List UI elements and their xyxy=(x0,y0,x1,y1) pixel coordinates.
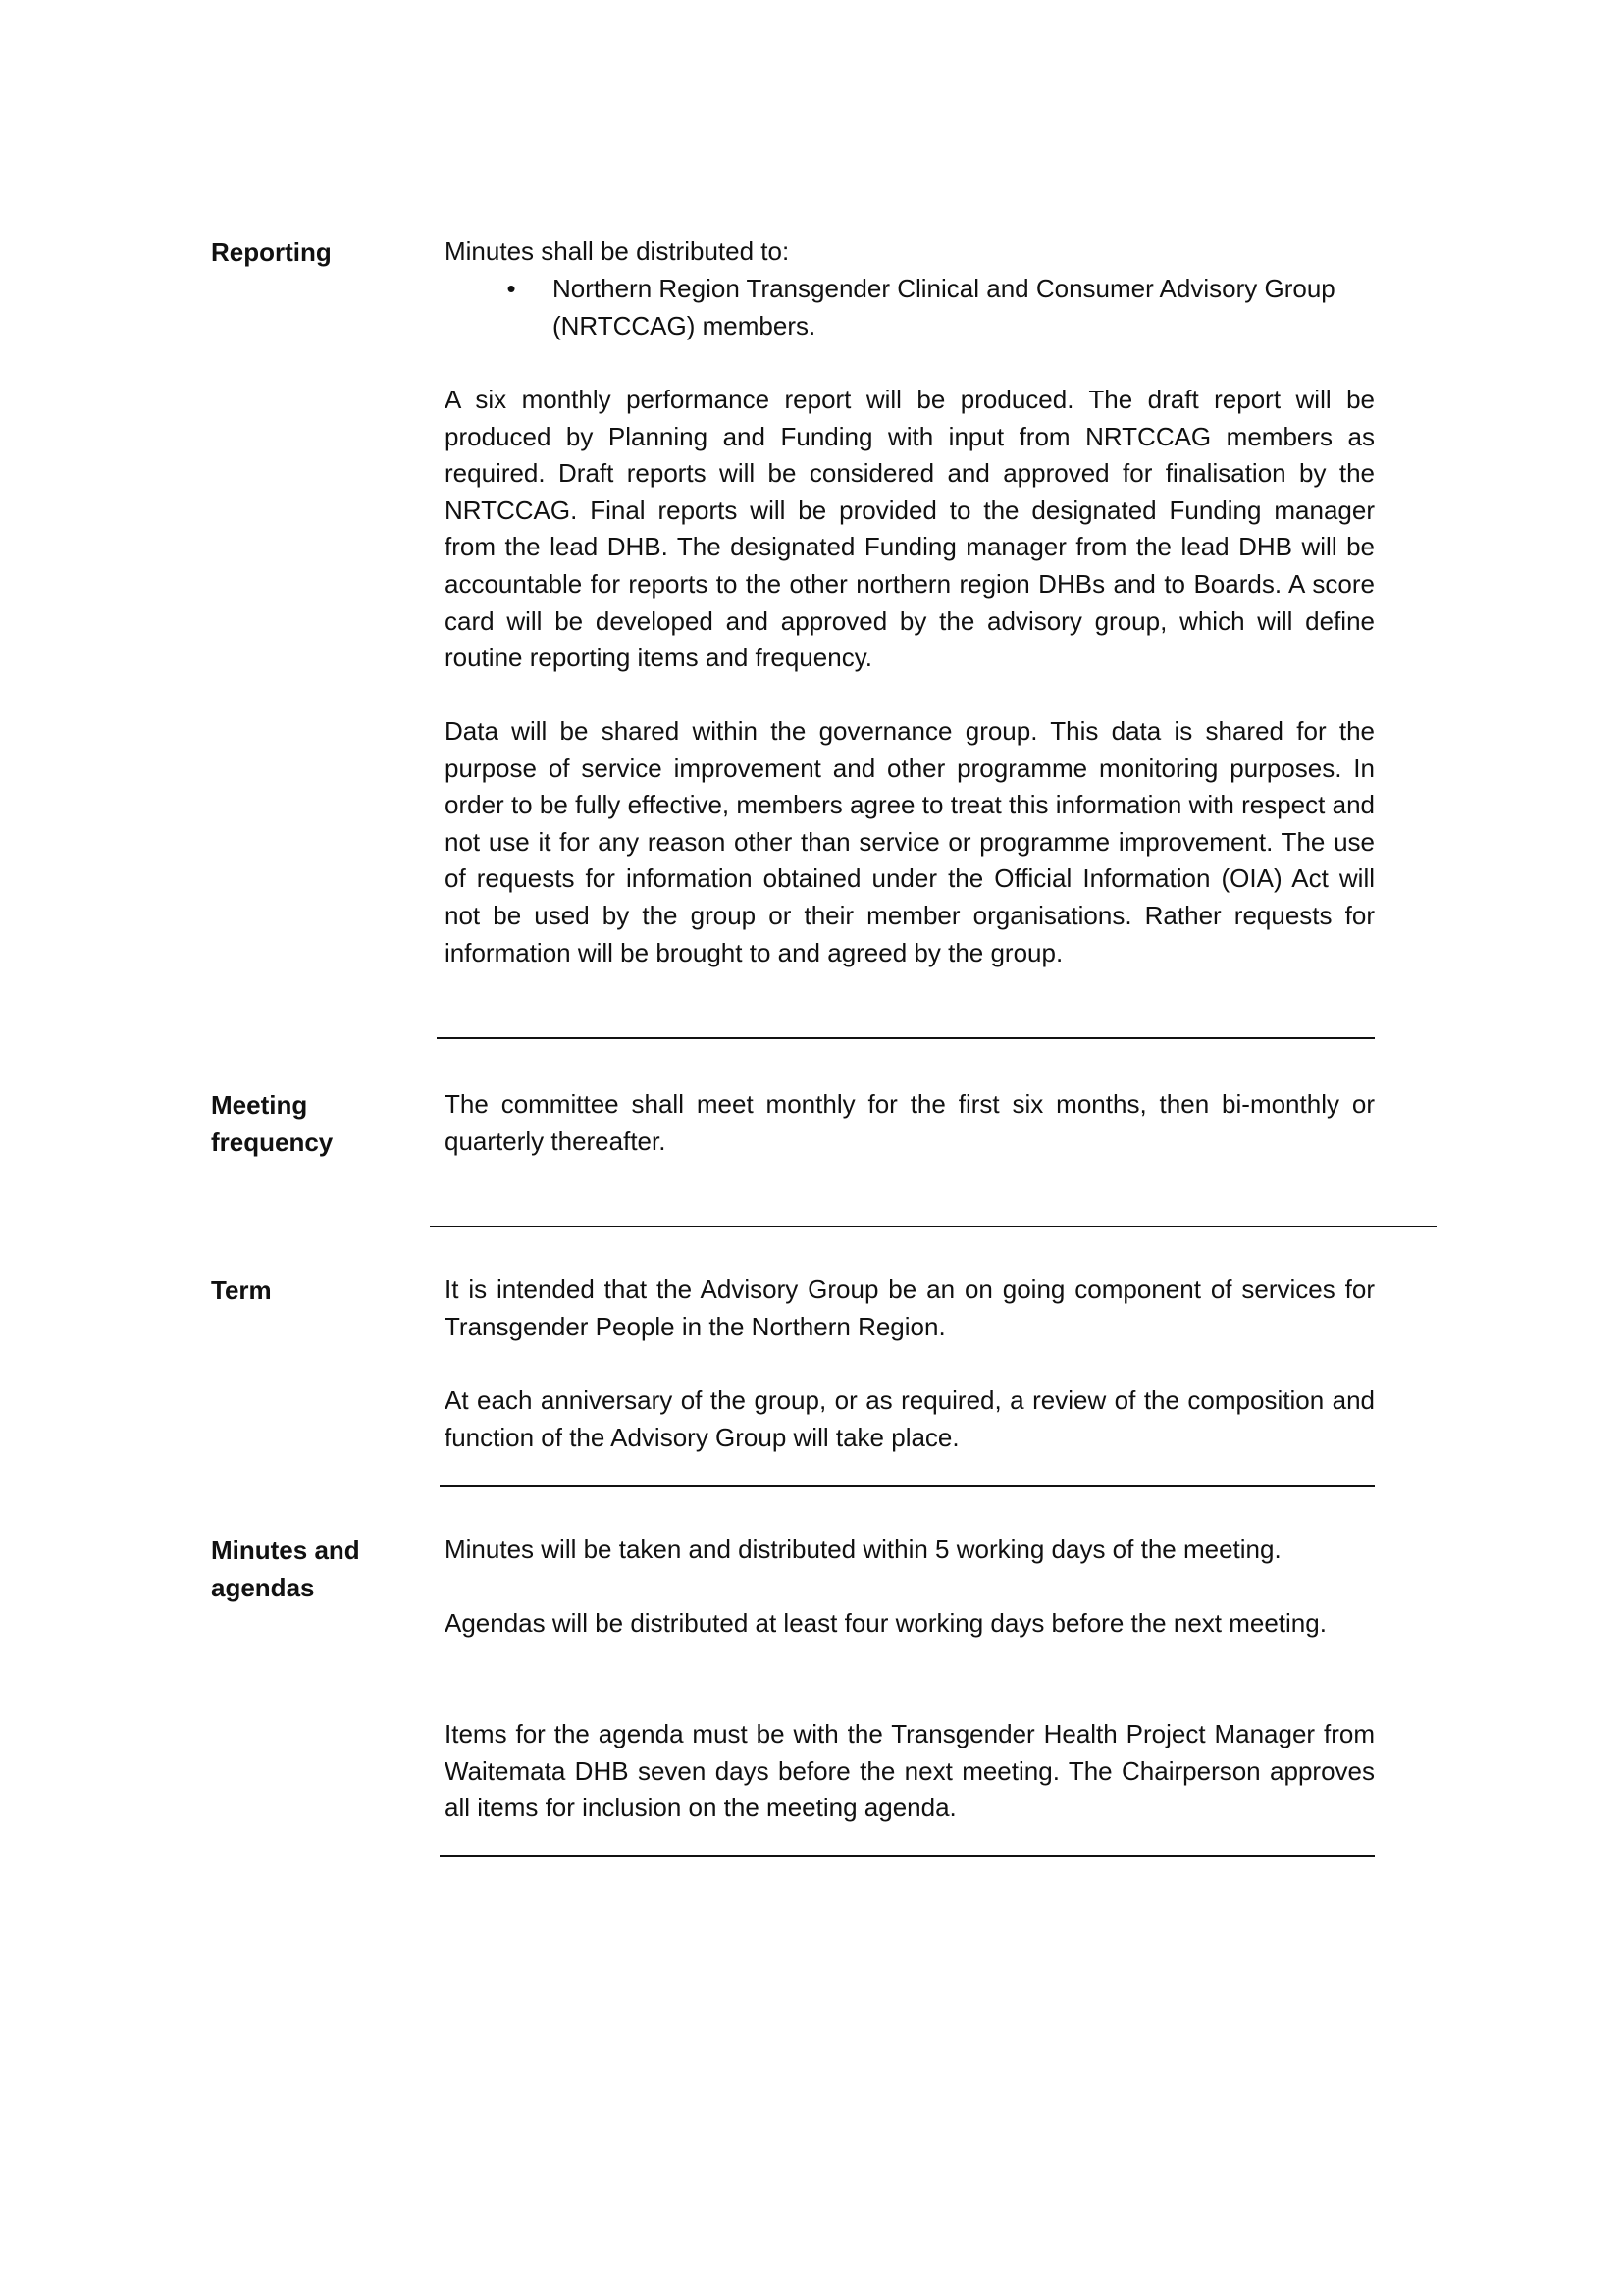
section-divider xyxy=(430,1226,1437,1227)
reporting-intro: Minutes shall be distributed to: xyxy=(445,236,790,266)
section-label-term: Term xyxy=(211,1276,272,1305)
reporting-paragraph-2: Data will be shared within the governance group. This data is shared for the purpose of service improvement and other programme monitoring purposes. In order to be fully effective, members agree to treat this information with respect and not use it for any reason other than service or programme improvement. The use of requests for information obtained under the Official Information (OIA) Act will not be used by the group or their member organisations. Rather requests for information will be brought to and agreed by the group. xyxy=(445,716,1375,967)
agenda-items-paragraph-3: Items for the agenda must be with the Transgender Health Project Manager from Waitemata DHB seven days before the next meeting. The Chairperson approves all items for inclusion on the meeting agenda. xyxy=(445,1719,1375,1823)
bullet-icon: • xyxy=(506,274,516,303)
agendas-paragraph-2: Agendas will be distributed at least four working days before the next meeting. xyxy=(445,1608,1327,1638)
minutes-paragraph-1: Minutes will be taken and distributed within 5 working days of the meeting. xyxy=(445,1535,1282,1564)
section-label-minutes-and-agendas xyxy=(211,1532,360,1606)
meeting-frequency-paragraph: The committee shall meet monthly for the first six months, then bi-monthly or quarterly thereafter. xyxy=(445,1089,1375,1156)
reporting-paragraph-1: A six monthly performance report will be produced. The draft report will be produced by Planning and Funding with input from NRTCCAG members as required. Draft reports will be considered and approved for finalisation by the NRTCCAG. Final reports will be provided to the designated Funding manager from the lead DHB. The designated Funding manager from the lead DHB will be accountable for reports to the other northern region DHBs and to Boards. A score card will be developed and approved by the advisory group, which will define routine reporting items and frequency. xyxy=(445,385,1375,673)
label-line: frequency xyxy=(211,1127,334,1157)
bullet-text: Northern Region Transgender Clinical and Consumer Advisory Group (NRTCCAG) members. xyxy=(552,274,1335,340)
label-line: agendas xyxy=(211,1573,315,1602)
section-label-meeting-frequency xyxy=(211,1086,333,1161)
section-label-reporting: Reporting xyxy=(211,237,332,267)
label-line: Meeting xyxy=(211,1090,308,1120)
term-paragraph-1: It is intended that the Advisory Group be an on going component of services for Transgender People in the Northern Region. xyxy=(445,1275,1375,1341)
section-divider xyxy=(437,1037,1375,1039)
section-divider xyxy=(440,1485,1375,1487)
section-divider xyxy=(440,1855,1375,1857)
term-paragraph-2: At each anniversary of the group, or as required, a review of the composition and function of the Advisory Group will take place. xyxy=(445,1385,1375,1452)
label-line: Minutes and xyxy=(211,1536,360,1565)
